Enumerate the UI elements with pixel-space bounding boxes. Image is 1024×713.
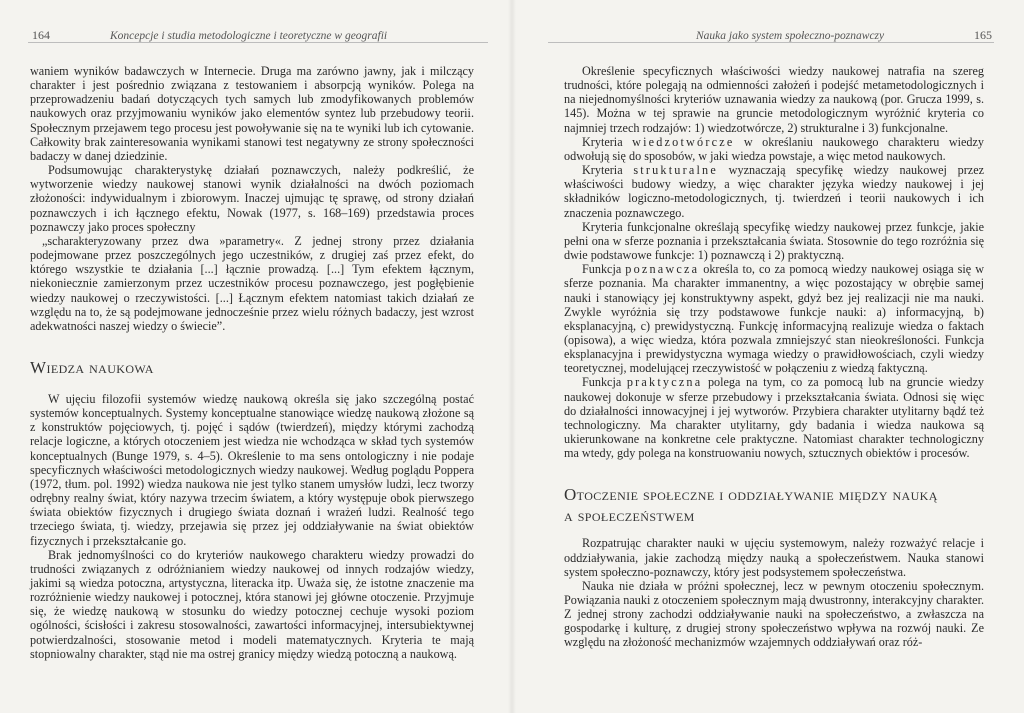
spaced-term: strukturalne <box>633 163 718 178</box>
paragraph <box>564 163 984 220</box>
paragraph: waniem wyników badawczych w Internecie. Druga ma zarówno jawny, jak i milczący charakter i jest pośrednio związana z testowaniem i absorpcją wyników. Polega na przeprowadzeniu badań dotyczących tych samych lub zmodyfikowanych problemów naukowych oraz przyjmowaniu wyników jako elementów syntez lub przebudowy teorii. Społecznym przejawem tego procesu jest powoływanie się na te wyniki lub ich cytowanie. Całkowity brak zainteresowania wynikami stanowi test negatywny ze strony społeczności badaczy w danej dziedzinie. <box>30 64 474 163</box>
paragraph-rest: wyznaczają specyfikę wiedzy naukowej przez właściwości budowy wiedzy, a więc charakter języka wiedzy naukowej i jej składników logiczno-metodologicznych, tj. twierdzeń i teorii naukowych i ich znaczenia poznawczego. <box>564 163 985 220</box>
paragraph: W ujęciu filozofii systemów wiedzę naukową określa się jako szczególną postać systemów konceptualnych. Systemy konceptualne stanowiące wiedzę naukową złożone są z konstruktów pojęciowych, tj. pojęć i sądów (twierdzeń), między którymi zachodzą relacje logiczne, a których otoczeniem jest wiedza nie wchodząca w skład tych systemów konceptualnych (Bunge 1979, s. 4–5). Określenie to ma sens ontologiczny i nie podaje specyficznych właściwości metodologicznych wiedzy naukowej. Według poglądu Poppera (1972, tłum. pol. 1992) wiedza naukowa nie jest tylko stanem umysłów ludzi, lecz tworzy odrębny realny świat, który nazywa trzecim światem, a który występuje obok pierwszego świata obiektów fizycznych i drugiego świata doznań i wrażeń ludzi. Realność tego trzeciego świata, tj. wiedzy, przejawia się przez jej oddziaływanie na świat obiektów fizycznych i przekształcanie go. <box>30 391 474 548</box>
paragraph <box>564 375 984 460</box>
running-title: Koncepcje i studia metodologiczne i teoretyczne w geografii <box>110 30 388 42</box>
paragraph-rest: w określaniu naukowego charakteru wiedzy odwołują się do sposobów, w jaki wiedza powstaje, a więc metod naukowych. <box>564 134 985 163</box>
right-page <box>512 0 1024 713</box>
spaced-term: wiedzotwórcze <box>632 134 735 149</box>
paragraph: Rozpatrując charakter nauki w ujęciu systemowym, należy rozważyć relacje i oddziaływania, jakie zachodzą między nauką a społeczeństwem. Nauka stanowi system społeczno-poznawczy, który jest podsystemem społeczeństwa. <box>564 536 984 579</box>
right-text-column <box>564 64 984 650</box>
quotation: „scharakteryzowany przez dwa »parametry«. Z jednej strony przez działania podejmowane przez poszczególnych jego uczestników, z drugiej zaś przez efekt, do którego wszystkie te działania [...] łącznie prowadzą. [...] Tym efektem łącznym, niekoniecznie zamierzonym przez uczestników procesu poznawczego, jest pogłębienie wiedzy naukowej o rzeczywistości. [...] Łącznym efektem natomiast takich działań ze względu na to, że są podejmowane jednocześnie przez wielu różnych badaczy, jest wzrost adekwatności naszej wiedzy o świecie”. <box>30 233 474 333</box>
paragraph-rest: polega na tym, co za pomocą lub na gruncie wiedzy naukowej dokonuje w sferze przebudowy i przekształcania świata. Odnosi się więc do działalności innowacyjnej i jej wytworów. Przybiera charakter utylitarny bądź też technologiczny. Ma charakter utylitarny, gdy badania i wiedza naukowa są ukierunkowane na konkretne cele praktyczne. Natomiast charakter technologiczny ma wtedy, gdy polega na konstruowaniu nowych, sztucznych obiektów i procesów. <box>564 375 985 461</box>
paragraph-lead: Kryteria <box>582 134 623 149</box>
page-number: 164 <box>32 28 50 42</box>
paragraph <box>564 135 984 163</box>
paragraph: Brak jednomyślności co do kryteriów naukowego charakteru wiedzy prowadzi do trudności związanych z odróżnianiem wiedzy naukowej od innych rodzajów wiedzy, jakimi są wiedza potoczna, artystyczna, literacka itp. Uważa się, że istotne znaczenie ma rozróżnienie wiedzy naukowej i potocznej, która stanowi jej główne otoczenie. Przyjmuje się, że wiedzę naukową w stosunku do wiedzy potocznej cechuje wysoki poziom ogólności, ścisłości i zakresu stosowalności, zawartości informacyjnej, intersubiektywnej potwierdzalności, stosowanie metod i modeli matematycznych. Kryteria te mają stopniowalny charakter, stąd nie ma ostrej granicy między wiedzą potoczną a naukową. <box>30 547 474 661</box>
paragraph-lead: Funkcja <box>582 262 622 277</box>
left-text-column <box>30 64 474 661</box>
paragraph <box>564 262 984 375</box>
paragraph-lead: Funkcja <box>582 375 622 390</box>
spaced-term: poznawcza <box>625 262 700 277</box>
paragraph: Kryteria funkcjonalne określają specyfikę wiedzy naukowej przez funkcje, jakie pełni ona w sferze poznania i przekształcania świata. Stosownie do tego rozróżnia się dwie podstawowe funkcje: 1) poznawczą i 2) praktyczną. <box>564 219 984 263</box>
header-rule <box>548 42 994 43</box>
running-title: Nauka jako system społeczno-poznawczy <box>696 30 885 42</box>
section-heading <box>564 484 984 526</box>
spaced-term: praktyczna <box>626 375 703 390</box>
left-page-header <box>32 28 482 43</box>
right-page-header <box>696 28 992 43</box>
paragraph-lead: Kryteria <box>582 163 623 178</box>
paragraph: Określenie specyficznych właściwości wiedzy naukowej natrafia na szereg trudności, które polegają na odmienności założeń i podejść metametodologicznych i na niejednomyślności kryteriów uznawania wiedzy za naukową (por. Grucza 1999, s. 145). Można w tej sprawie na gruncie metodologicznym wyróżnić kryteria co najmniej trzech rodzajów: 1) wiedzotwórcze, 2) strukturalne i 3) funkcjonalne. <box>564 64 984 135</box>
paragraph: Nauka nie działa w próżni społecznej, lecz w pewnym otoczeniu społecznym. Powiązania nauki z otoczeniem społecznym mają dwustronny, interakcyjny charakter. Z jednej strony zachodzi oddziaływanie nauki na społeczeństwo, a zwłaszcza na gospodarkę i kulturę, z drugiej strony społeczeństwo wpływa na rozwój nauki. Ze względu na złożoność mechanizmów wzajemnych oddziaływań oraz róż- <box>564 578 984 650</box>
section-heading: Wiedza naukowa <box>30 357 154 377</box>
paragraph-rest: określa to, co za pomocą wiedzy naukowej osiąga się w sferze poznania. Ma charakter immanentny, a więc pozostający w obrębie samej nauki i stanowiący jej konstruktywny aspekt, gdyż bez jej realizacji nie ma nauki. Zwykle wyróżnia się trzy podstawowe funkcje nauki: a) informacyjną, b) eksplanacyjną, c) prewidystyczną. Funkcję informacyjną realizuje wiedza o faktach (opisowa), a więc wiedza, która pozwala zmniejszyć stan nieokreśloności. Funkcja eksplanacyjna i prewidystyczna wymaga wiedzy o prawidłowościach, czyli wiedzy teoretycznej, modelującej rzeczywistość w połączeniu z wiedzą faktyczną. <box>564 262 984 376</box>
page-number: 165 <box>974 28 992 42</box>
paragraph: Podsumowując charakterystykę działań poznawczych, należy podkreślić, że wytworzenie wiedzy naukowej stanowi wynik działalności na dwóch poziomach złożoności: indywidualnym i zbiorowym. Inaczej ujmując tę sprawę, od strony działań poznawczych i ich łącznego efektu, Nowak (1977, s. 168–169) przedstawia proces poznawczy jako proces społeczny <box>30 163 474 234</box>
section-heading-line: a społeczeństwem <box>564 506 695 526</box>
section-heading-line: Otoczenie społeczne i oddziaływanie między nauką <box>564 485 938 505</box>
header-rule <box>28 42 488 43</box>
